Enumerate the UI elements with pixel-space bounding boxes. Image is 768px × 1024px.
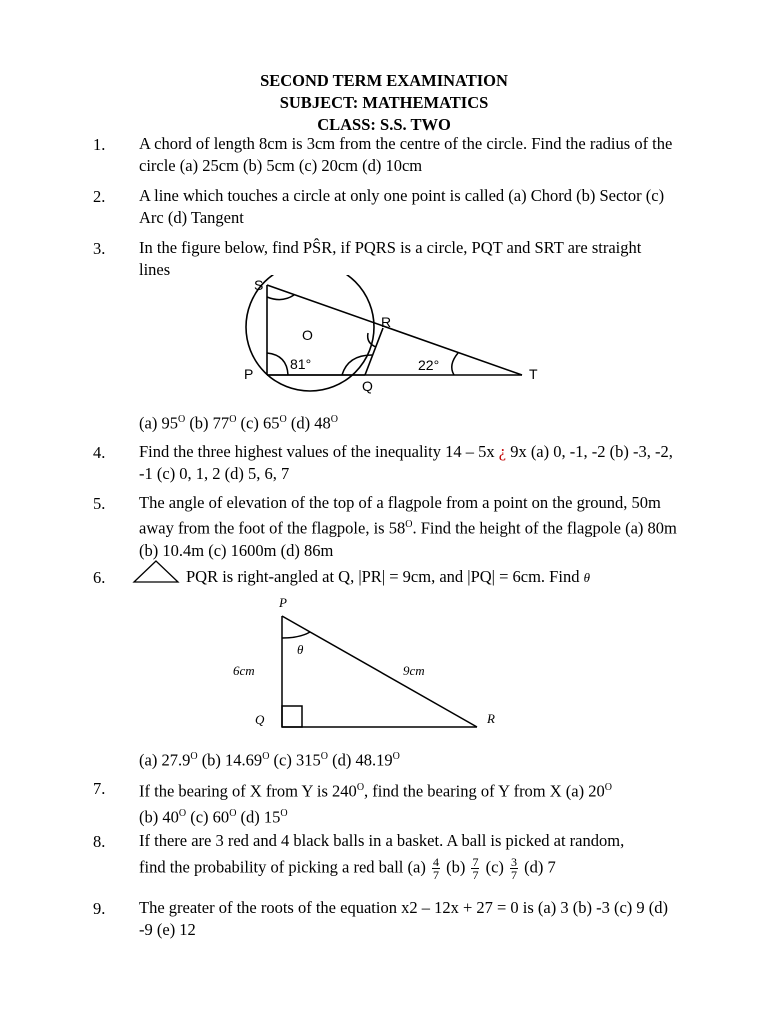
angle-p-arc	[267, 353, 288, 375]
class-title: CLASS: S.S. TWO	[317, 115, 451, 134]
label-pq-length: 6cm	[233, 663, 255, 678]
label-pr-length: 9cm	[403, 663, 425, 678]
question-2-text: A line which touches a circle at only one point is called (a) Chord (b) Sector (c) Arc (d) Tangent	[139, 186, 665, 227]
subject-title: SUBJECT: MATHEMATICS	[279, 93, 489, 112]
question-5-text: The angle of elevation of the top of a flagpole from a point on the ground, 50m away from the foot of the flagpole, is $58^O$. Find the height of the flagpole (a) 80m (b) 10.4m (c) 1600m (d) 86m	[139, 493, 677, 560]
question-4-text: Find the three highest values of the inequality 14 – 5x ¿ 9x (a) 0, -1, -2 (b) -3, -2, -1 (c) 0, 1, 2 (d) 5, 6, 7	[139, 442, 673, 483]
question-number: 3.	[93, 239, 106, 258]
fraction-a: $\frac{4}{7}$	[432, 855, 439, 882]
question-number: 8.	[93, 832, 106, 851]
label-p: P	[244, 366, 254, 382]
label-s: S	[254, 277, 264, 293]
side-pr	[282, 616, 477, 727]
question-3-options: (a) $95^O$ (b) $77^O$ (c) $65^O$ (d) $48^O$	[139, 413, 338, 433]
question-9-text: The greater of the roots of the equation x2 – 12x + 27 = 0 is (a) 3 (b) -3 (c) 9 (d) -9 (e) 12	[139, 898, 669, 939]
question-number: 2.	[93, 187, 106, 206]
question-number: 7.	[93, 779, 106, 798]
question-1-text: A chord of length 8cm is 3cm from the centre of the circle. Find the radius of the circle (a) 25cm (b) 5cm (c) 20cm (d) 10cm	[139, 134, 673, 175]
exam-title: SECOND TERM EXAMINATION	[260, 71, 508, 90]
label-q: Q	[362, 378, 373, 394]
question-number: 6.	[93, 568, 106, 587]
label-q: Q	[255, 712, 265, 727]
right-triangle-figure	[225, 592, 505, 737]
question-3-text: In the figure below, find PŜR, if PQRS is a circle, PQT and SRT are straight lines	[139, 238, 642, 279]
theta-arc	[282, 632, 310, 638]
label-theta: θ	[297, 642, 304, 657]
label-o: O	[302, 327, 313, 343]
question-number: 4.	[93, 443, 106, 462]
question-6-text: PQR is right-angled at Q, |PR| = 9cm, and |PQ| = 6cm. Find θ	[186, 567, 590, 586]
inequality-symbol: ¿	[498, 442, 507, 461]
fraction-c: $\frac{3}{7}$	[511, 855, 518, 882]
circle-figure	[230, 275, 560, 400]
theta-symbol: θ	[583, 570, 590, 585]
label-r: R	[381, 314, 392, 330]
label-angle-t: 22°	[418, 357, 440, 373]
question-number: 9.	[93, 899, 106, 918]
question-6-options: (a) $27.9^O$ (b) $14.69^O$ (c) $315^O$ (d) $48.19^O$	[139, 750, 400, 770]
question-number: 1.	[93, 135, 106, 154]
question-number: 5.	[93, 494, 106, 513]
right-angle-mark	[282, 706, 302, 727]
angle-r-arc	[368, 333, 376, 347]
question-7-text: If the bearing of X from Y is $240^O$, find the bearing of Y from X (a) $20^O$ (b) $40^O$ (c) $60^O$ (d) $15^O$	[139, 781, 612, 826]
label-r: R	[487, 711, 495, 726]
fraction-b: $\frac{7}{7}$	[472, 855, 479, 882]
angle-t-arc	[452, 353, 458, 375]
label-t: T	[529, 366, 538, 382]
angle-q-arc	[342, 355, 372, 375]
angle-s-arc	[267, 295, 294, 300]
question-8-text: If there are 3 red and 4 black balls in a basket. A ball is picked at random, find the probability of picking a red ball (a) $\frac{4}{7}$ (b) $\frac{7}{7}$ (c) $\frac{3}{7}$ (d) 7	[139, 831, 625, 882]
triangle-icon	[132, 559, 180, 585]
label-angle-p: 81°	[290, 356, 312, 372]
label-p: P	[279, 595, 287, 610]
